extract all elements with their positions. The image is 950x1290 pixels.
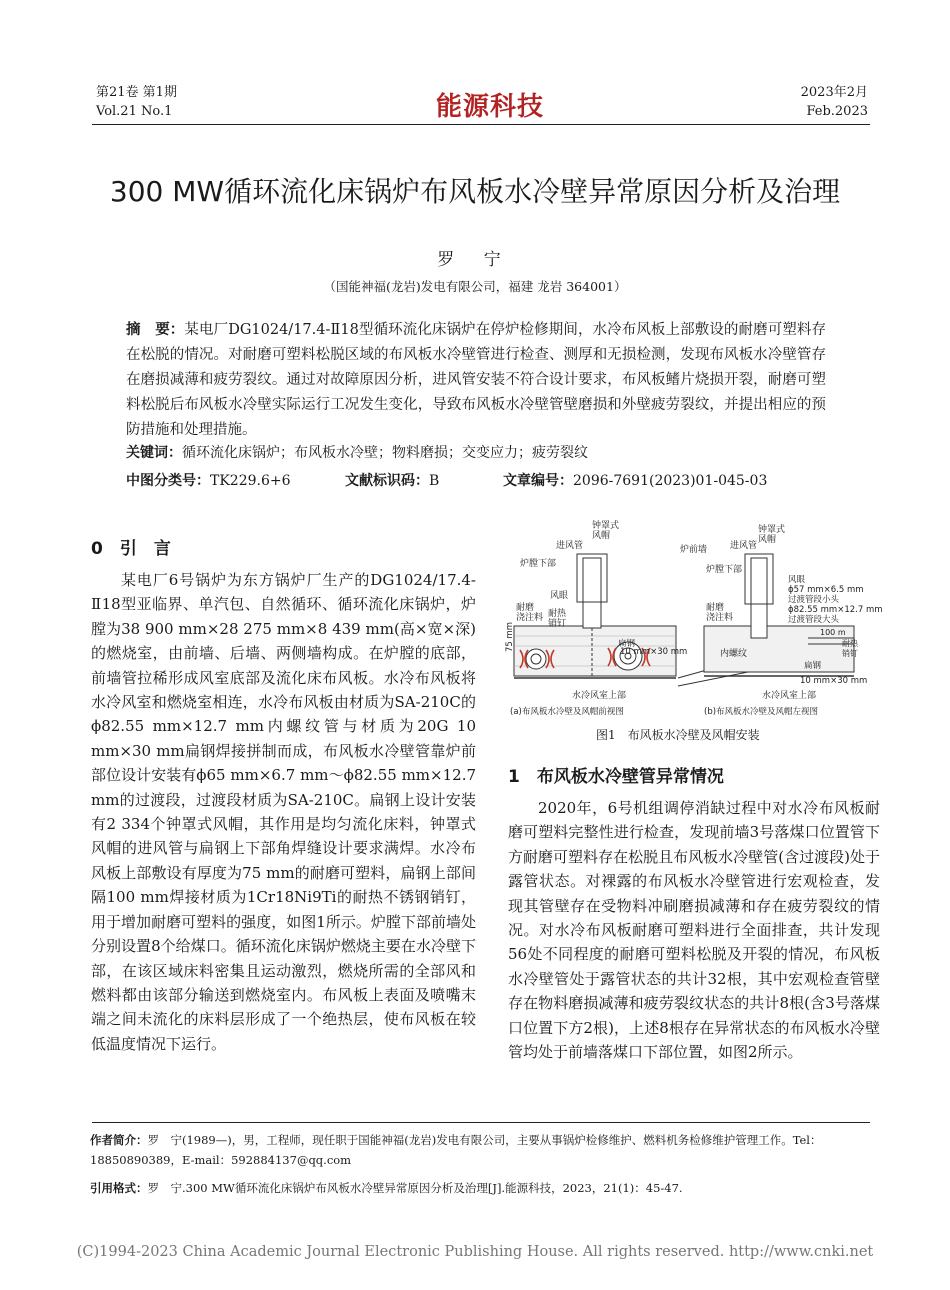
label-inner-thread: 内螺纹 xyxy=(720,649,748,659)
abstract-text: 某电厂DG1024/17.4-Ⅱ18型循环流化床锅炉在停炉检修期间，水冷布风板上部敷设的耐磨可塑料存在松脱的情况。对耐磨可塑料松脱区域的布风板水冷壁管进行检查、测厚和无损检测，发现布风板水冷壁管存在磨损减薄和疲劳裂纹。通过对故障原因分析，进风管安装不符合设计要求，布风板鳍片烧损开裂，耐磨可塑料松脱后布风板水冷壁实际运行工况发生变化，导致布风板水冷壁管壁磨损和外壁疲劳裂纹，并提出相应的预防措施和处理措施。 xyxy=(126,322,827,438)
label-spec1-note: 过渡管段小头 xyxy=(788,595,840,605)
label-bell-cap-a2: 风帽 xyxy=(592,531,611,541)
label-furnace-a: 炉膛下部 xyxy=(520,559,557,569)
subcaption-a: (a)布风板水冷壁及风帽前视图 xyxy=(510,707,624,717)
label-spec2-note: 过渡管段大头 xyxy=(788,615,840,625)
author-name: 罗 宁 xyxy=(437,250,513,270)
article-number: 文章编号：2096-7691(2023)01-045-03 xyxy=(503,473,768,489)
copyright-line: (C)1994-2023 China Academic Journal Electronic Publishing House. All rights reserved. http://www.cnki.net xyxy=(76,1244,874,1260)
doc-code: 文献标识码：B xyxy=(345,473,440,489)
label-castable-a: 耐磨 xyxy=(516,603,535,613)
label-wind-room-b: 水冷风室上部 xyxy=(762,691,817,701)
label-inlet-b: 进风管 xyxy=(730,541,758,551)
volume-cn: 第21卷 第1期 xyxy=(96,85,177,100)
abstract-label: 摘 要： xyxy=(126,322,185,338)
date-cn: 2023年2月 xyxy=(800,85,868,100)
figure1-diagram xyxy=(505,518,883,724)
abstract xyxy=(126,318,826,443)
subcaption-b: (b)布风板水冷壁及风帽左视图 xyxy=(704,707,819,717)
label-furnace-b: 炉膛下部 xyxy=(706,565,743,575)
clc-number: 中图分类号：TK229.6+6 xyxy=(126,473,291,489)
label-flat-size-b: 10 mm×30 mm xyxy=(800,676,868,686)
label-spec2: ϕ82.55 mm×12.7 mm xyxy=(788,605,883,615)
date-en: Feb.2023 xyxy=(806,104,868,119)
section1-heading: 1 布风板水冷壁管异常情况 xyxy=(508,767,724,787)
section1-body xyxy=(508,796,880,1064)
label-nail-b: 耐热 xyxy=(842,639,858,648)
label-flat-size-a: 10 mm×30 mm xyxy=(620,647,688,657)
journal-logo: 能源科技 xyxy=(436,92,545,122)
label-flat-b: 扁钢 xyxy=(804,661,822,671)
label-castable-b2: 浇注料 xyxy=(706,613,734,623)
affiliation: （国能神福(龙岩)发电有限公司，福建 龙岩 364001） xyxy=(323,279,627,294)
label-nail-b2: 销钉 xyxy=(842,649,858,658)
label-bell-cap-b: 钟罩式 xyxy=(758,525,786,535)
label-inlet-a: 进风管 xyxy=(556,541,584,551)
paper-title: 300 MW循环流化床锅炉布风板水冷壁异常原因分析及治理 xyxy=(109,175,841,208)
figure1-caption: 图1 布风板水冷壁及风帽安装 xyxy=(596,728,760,742)
citation-format: 引用格式：罗 宁.300 MW循环流化床锅炉布风板水冷壁异常原因分析及治理[J].能源科技，2023，21(1)：45-47. xyxy=(90,1181,683,1195)
volume-en: Vol.21 No.1 xyxy=(96,104,173,119)
author-bio: 作者简介：罗 宁(1989—)，男，工程师，现任职于国能神福(龙岩)发电有限公司，主要从事锅炉检修维护、燃料机务检修维护管理工作。Tel：18850890389，E-mail：592884137@qq.com xyxy=(90,1133,822,1167)
label-wind-room-a: 水冷风室上部 xyxy=(572,691,627,701)
tube-a1 xyxy=(526,649,546,669)
section0-paragraph: 某电厂6号锅炉为东方锅炉厂生产的DG1024/17.4-Ⅱ18型亚临界、单汽包、自然循环、循环流化床锅炉，炉膛为38 900 mm×28 275 mm×8 439 mm(高×宽×深)的燃烧室，由前墙、后墙、两侧墙构成。在炉膛的底部，前墙管拉稀形成风室底部及流化床布风板。水冷布风板将水冷风室和燃烧室相连，水冷布风板由材质为SA-210C的ϕ82.55 mm×12.7 mm内螺纹管与材质为20G 10 mm×30 mm扁钢焊接拼制而成，布风板水冷壁管靠炉前部位设计安装有ϕ65 mm×6.7 mm～ϕ82.55 mm×12.7 mm的过渡段，过渡段材质为SA-210C。扁钢上设计安装有2 334个钟罩式风帽，其作用是均匀流化床料，钟罩式风帽的进风管与扁钢上下部角焊缝设计要求满焊。水冷布风板上部敷设有厚度为75 mm的耐磨可塑料，扁钢上部间隔100 mm焊接材质为1Cr18Ni9Ti的耐热不锈钢销钉，用于增加耐磨可塑料的强度，如图1所示。炉膛下部前墙处分别设置8个给煤口。循环流化床锅炉燃烧主要在水冷壁下部，在该区域床料密集且运动激烈，燃烧所需的全部风和燃料都由该部分输送到燃烧室内。布风板上表面及喷嘴末端之间未流化的床料层形成了一个绝热层，使布风板在较低温度情况下运行。 xyxy=(91,571,476,1053)
label-thickness: 75 mm xyxy=(505,621,515,652)
keywords-label: 关键词： xyxy=(126,445,182,461)
label-nail-a: 耐热 xyxy=(548,609,567,619)
label-spec1: ϕ57 mm×6.5 mm xyxy=(788,585,864,595)
label-nail-a2: 销钉 xyxy=(548,619,567,629)
inlet-pipe-a xyxy=(583,558,601,628)
keywords-text: 循环流化床锅炉；布风板水冷壁；物料磨损；交变应力；疲劳裂纹 xyxy=(182,445,588,461)
label-bell-cap-a: 钟罩式 xyxy=(592,521,620,531)
label-spacing: 100 m xyxy=(820,628,846,637)
footnote-rule xyxy=(92,1122,870,1123)
label-eye-b: 风眼 xyxy=(788,575,806,585)
label-flat-a: 扁钢 xyxy=(618,639,636,649)
label-front-wall: 炉前墙 xyxy=(680,545,708,555)
section0-heading: 0 引 言 xyxy=(91,539,171,559)
section0-body xyxy=(91,568,476,1056)
label-bell-cap-b2: 风帽 xyxy=(758,535,777,545)
keywords xyxy=(126,442,588,462)
label-eye-a: 风眼 xyxy=(550,591,569,601)
label-castable-a2: 浇注料 xyxy=(516,613,544,623)
header-rule xyxy=(92,124,870,125)
label-castable-b: 耐磨 xyxy=(706,603,725,613)
inlet-pipe-b xyxy=(751,558,767,638)
section1-paragraph: 2020年，6号机组调停消缺过程中对水冷布风板耐磨可塑料完整性进行检查，发现前墙3号落煤口位置管下方耐磨可塑料存在松脱且布风板水冷壁管(含过渡段)处于露管状态。对裸露的布风板水冷壁管进行宏观检查，发现其管壁存在受物料冲刷磨损减薄和存在疲劳裂纹的情况。对水冷布风板耐磨可塑料进行全面排查，共计发现56处不同程度的耐磨可塑料松脱及开裂的情况，布风板水冷壁管处于露管状态的共计32根，其中宏观检查管壁存在物料磨损减薄和疲劳裂纹状态的共计8根(含3号落煤口位置下方2根)，上述8根存在异常状态的布风板水冷壁管均处于前墙落煤口下部位置，如图2所示。 xyxy=(508,799,880,1062)
